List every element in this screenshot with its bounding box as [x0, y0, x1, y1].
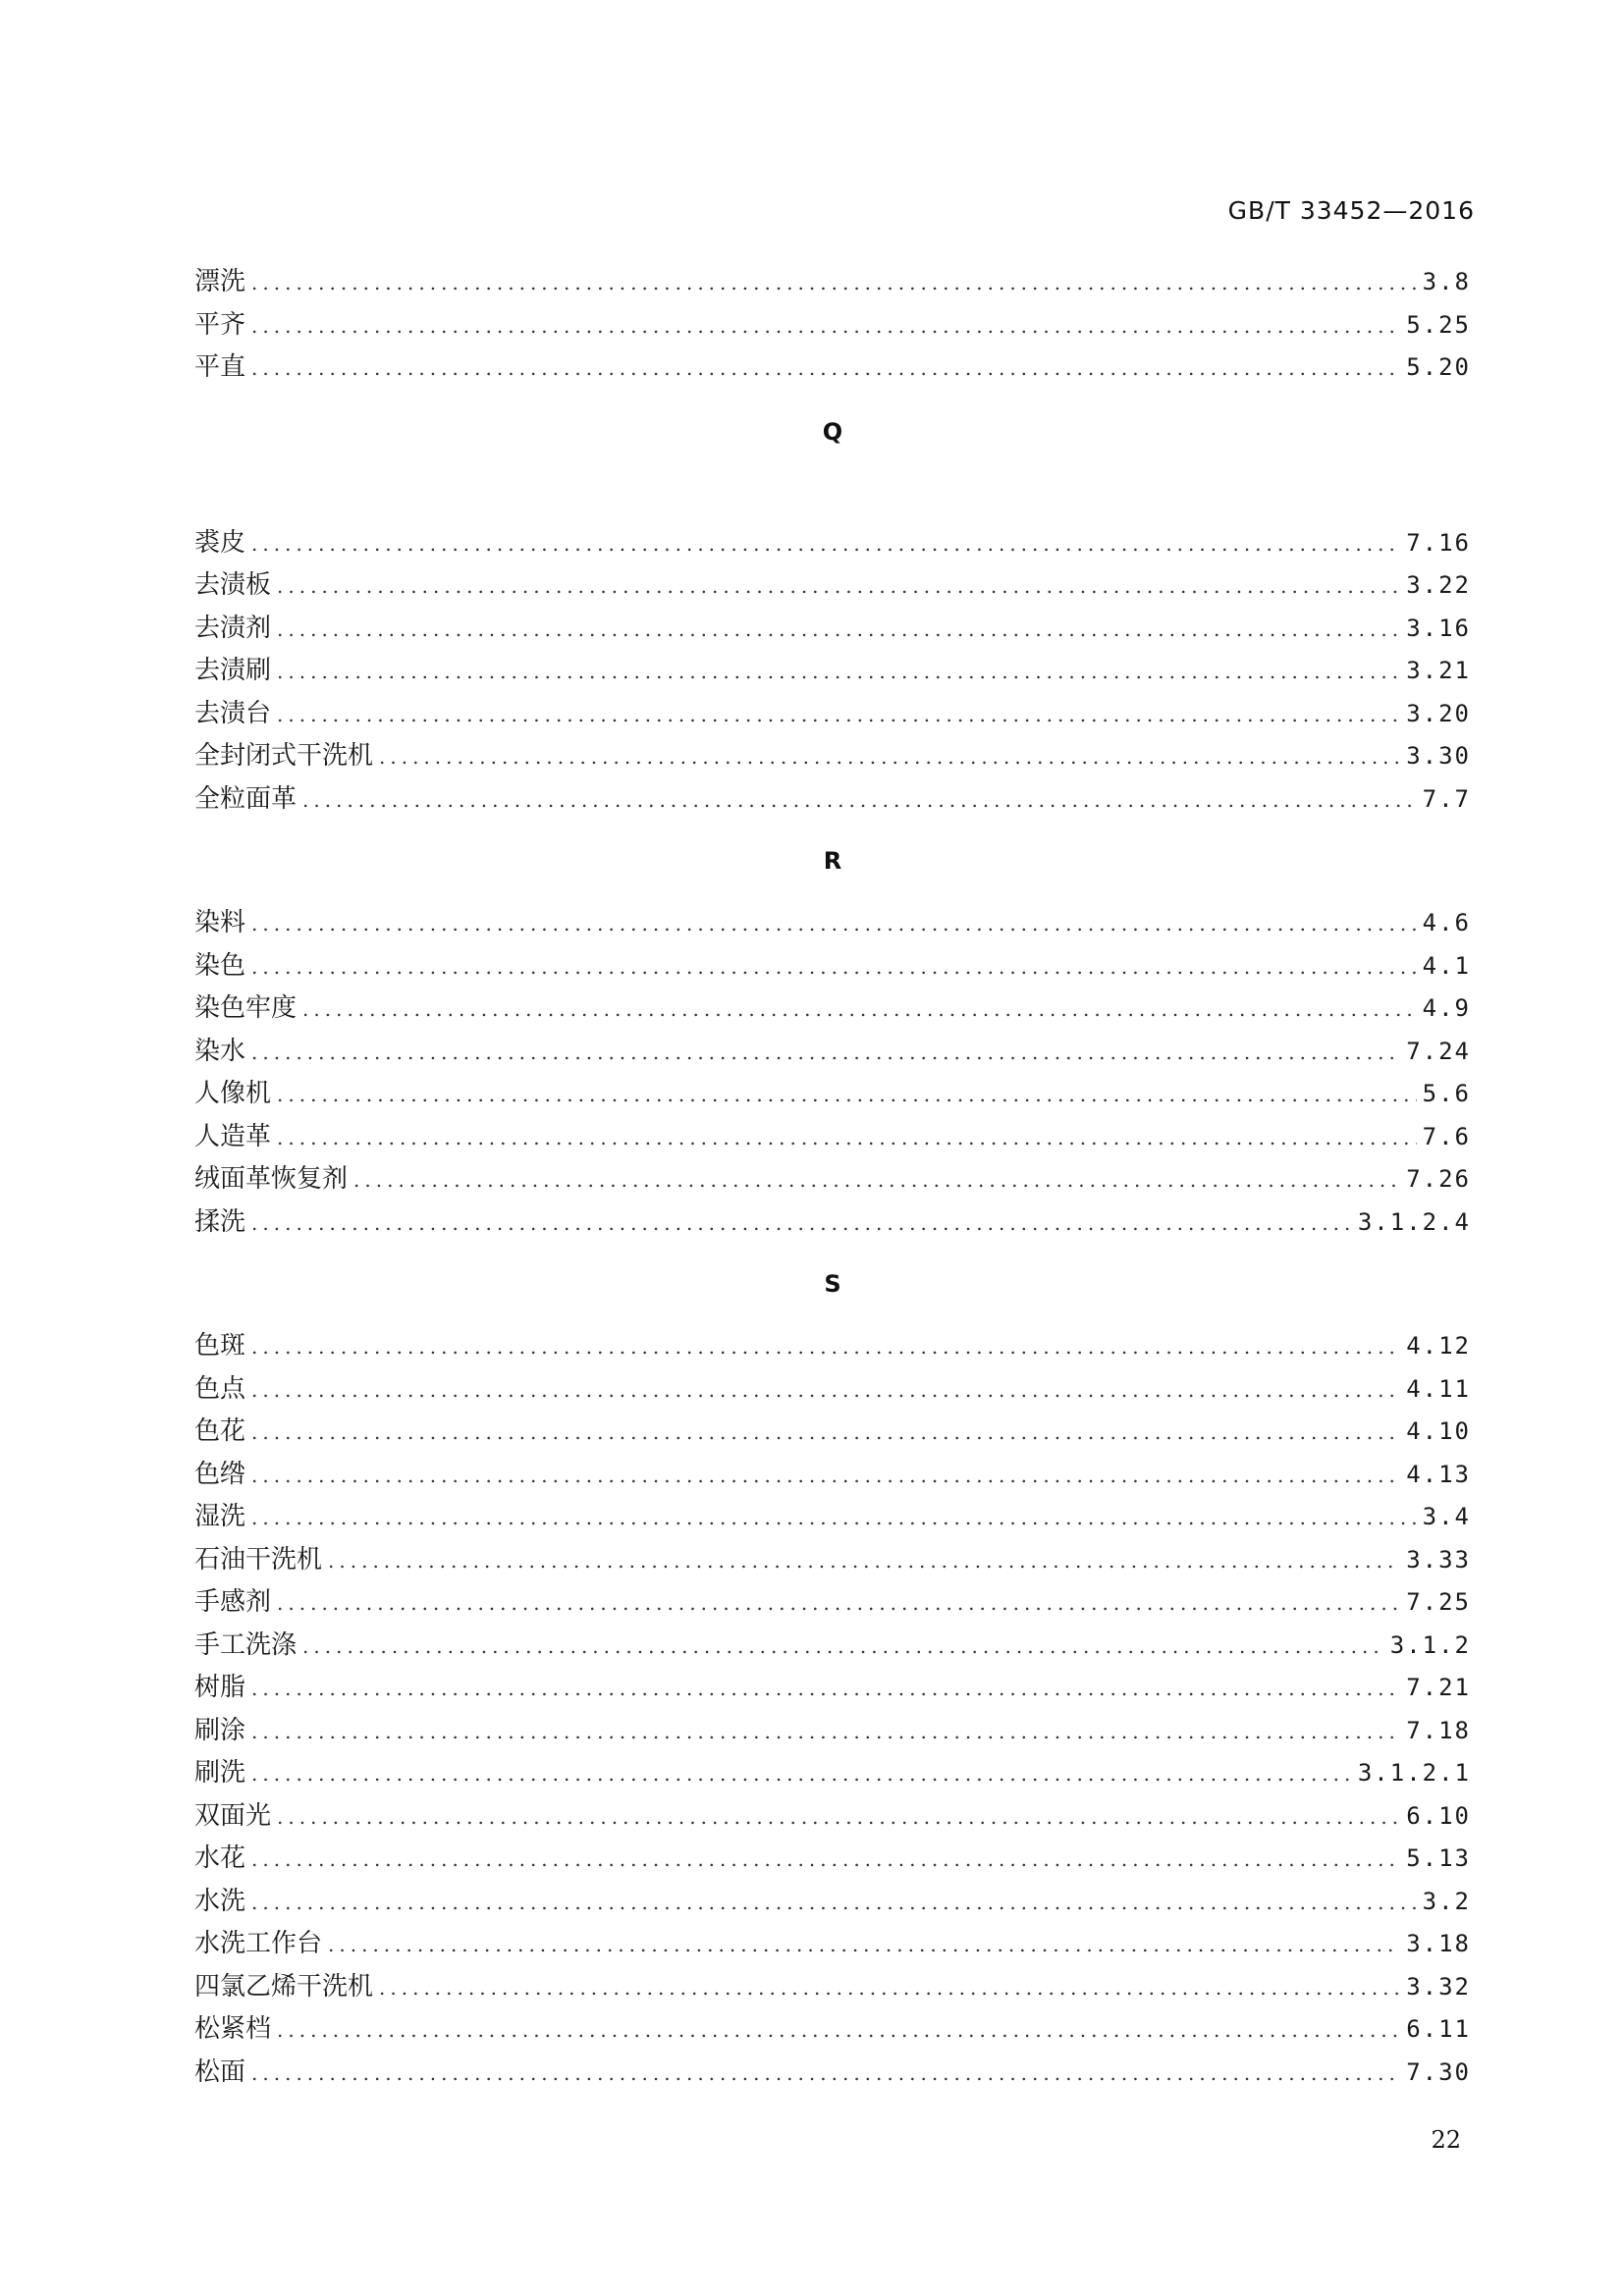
dot-leader: [251, 1202, 1352, 1246]
index-entry: [194, 1625, 1471, 1668]
index-entry: [194, 1923, 1471, 1966]
index-entry: [194, 988, 1471, 1031]
dot-leader: [251, 1369, 1400, 1413]
dot-leader: [251, 1032, 1400, 1075]
index-entry: [194, 1116, 1471, 1159]
index-ref: 3.4: [1422, 1503, 1471, 1530]
dot-leader: [251, 1882, 1417, 1925]
index-entry: [194, 1667, 1471, 1710]
index-ref: 4.6: [1422, 909, 1471, 936]
index-term: 平齐: [194, 309, 246, 340]
dot-leader: [251, 1455, 1400, 1498]
index-term: 平直: [194, 352, 246, 382]
index-entry: [194, 1539, 1471, 1582]
index-term: 染色牢度: [194, 993, 298, 1023]
dot-leader: [251, 1497, 1417, 1540]
index-term: 松紧档: [194, 2014, 272, 2044]
index-term: 石油干洗机: [194, 1544, 323, 1575]
index-term: 揉洗: [194, 1206, 246, 1237]
index-ref: 4.11: [1406, 1374, 1471, 1403]
index-entry: [194, 1073, 1471, 1116]
index-entry: [194, 522, 1471, 565]
index-term: 水花: [194, 1843, 246, 1873]
index-ref: 4.13: [1406, 1460, 1471, 1488]
index-term: 全封闭式干洗机: [194, 741, 374, 771]
index-entry: [194, 1454, 1471, 1497]
dot-leader: [302, 779, 1417, 823]
dot-leader: [277, 1117, 1417, 1160]
dot-leader: [251, 1753, 1352, 1796]
index-ref: 7.7: [1422, 784, 1471, 813]
index-entry: [194, 778, 1471, 822]
index-ref: 5.6: [1422, 1080, 1471, 1107]
index-term: 手感剂: [194, 1587, 272, 1617]
index-ref: 3.30: [1406, 742, 1471, 770]
index-ref: 3.20: [1406, 699, 1471, 727]
index-term: 去渍板: [194, 570, 272, 600]
index-entry: [194, 735, 1471, 778]
index-term: 染水: [194, 1036, 246, 1066]
index-ref: 3.33: [1406, 1545, 1471, 1574]
index-ref: 7.24: [1406, 1037, 1471, 1065]
index-ref: 4.1: [1422, 951, 1471, 980]
section-letter-s: S: [824, 1270, 841, 1298]
dot-leader: [251, 1668, 1400, 1711]
index-ref: 7.6: [1422, 1122, 1471, 1150]
index-term: 裘皮: [194, 527, 246, 558]
dot-leader: [251, 1711, 1400, 1754]
index-entry: [194, 1031, 1471, 1074]
index-ref: 3.8: [1422, 268, 1471, 295]
dot-leader: [277, 565, 1400, 609]
index-ref: 5.25: [1406, 310, 1471, 339]
index-term: 树脂: [194, 1673, 246, 1702]
index-entry: [194, 650, 1471, 693]
index-term: 松面: [194, 2056, 246, 2087]
index-term: 色点: [194, 1373, 246, 1404]
index-entry: [194, 1838, 1471, 1881]
index-entry: [194, 1966, 1471, 2009]
index-ref: 6.10: [1406, 1801, 1471, 1830]
index-entry: [194, 1752, 1471, 1795]
dot-leader: [251, 1839, 1400, 1882]
dot-leader: [251, 1412, 1400, 1455]
dot-leader: [277, 1582, 1400, 1626]
index-entry: [194, 1368, 1471, 1412]
index-ref: 3.1.2.4: [1357, 1207, 1471, 1236]
index-entry: [194, 608, 1471, 651]
index-ref: 7.25: [1406, 1588, 1471, 1616]
index-term: 水洗工作台: [194, 1929, 323, 1958]
index-entry: [194, 347, 1471, 390]
dot-leader: [277, 651, 1400, 694]
index-entry: [194, 693, 1471, 736]
index-ref: 3.21: [1406, 657, 1471, 684]
index-entry: [194, 2052, 1471, 2095]
dot-leader: [328, 1540, 1400, 1583]
index-entry: [194, 902, 1471, 945]
index-entry: [194, 1411, 1471, 1454]
index-entry: [194, 1881, 1471, 1924]
index-entry: [194, 1795, 1471, 1839]
index-ref: 4.9: [1422, 994, 1471, 1022]
index-entry: [194, 1710, 1471, 1753]
index-term: 漂洗: [194, 267, 246, 296]
index-entry: [194, 261, 1471, 304]
index-term: 人像机: [194, 1079, 272, 1108]
index-term: 手工洗涤: [194, 1629, 298, 1660]
index-term: 染料: [194, 908, 246, 937]
index-ref: 7.18: [1406, 1716, 1471, 1744]
standard-code: GB/T 33452—2016: [1227, 196, 1475, 225]
index-ref: 3.1.2: [1389, 1630, 1471, 1659]
section-letter-r: R: [823, 847, 842, 875]
dot-leader: [277, 1796, 1400, 1840]
dot-leader: [251, 2053, 1400, 2096]
index-entry: [194, 2008, 1471, 2052]
dot-leader: [277, 2009, 1400, 2053]
index-term: 四氯乙烯干洗机: [194, 1971, 374, 2002]
index-term: 双面光: [194, 1800, 272, 1831]
index-ref: 4.12: [1406, 1332, 1471, 1360]
index-term: 绒面革恢复剂: [194, 1164, 349, 1194]
index-term: 全粒面革: [194, 783, 298, 814]
index-entry: [194, 1325, 1471, 1368]
index-ref: 3.1.2.1: [1357, 1759, 1471, 1787]
index-term: 色花: [194, 1416, 246, 1446]
dot-leader: [251, 903, 1417, 946]
dot-leader: [251, 347, 1400, 391]
dot-leader: [277, 609, 1400, 652]
index-ref: 7.21: [1406, 1674, 1471, 1701]
dot-leader: [251, 262, 1417, 305]
index-entry: [194, 1201, 1471, 1245]
index-term: 去渍台: [194, 698, 272, 728]
dot-leader: [353, 1159, 1400, 1202]
index-ref: 7.30: [1406, 2057, 1471, 2086]
dot-leader: [277, 1074, 1417, 1117]
dot-leader: [251, 305, 1400, 348]
dot-leader: [251, 523, 1400, 566]
index-term: 染色: [194, 950, 246, 981]
index-ref: 6.11: [1406, 2015, 1471, 2043]
index-term: 色绺: [194, 1459, 246, 1489]
index-ref: 3.22: [1406, 571, 1471, 599]
index-term: 去渍刷: [194, 656, 272, 685]
index-term: 色斑: [194, 1331, 246, 1361]
dot-leader: [379, 736, 1400, 779]
dot-leader: [328, 1924, 1400, 1967]
index-term: 湿洗: [194, 1502, 246, 1531]
index-term: 水洗: [194, 1886, 246, 1916]
index-ref: 7.16: [1406, 528, 1471, 557]
index-ref: 5.13: [1406, 1844, 1471, 1872]
index-ref: 3.16: [1406, 614, 1471, 642]
dot-leader: [277, 694, 1400, 737]
section-letter-q: Q: [822, 417, 843, 446]
index-entry: [194, 564, 1471, 608]
index-term: 人造革: [194, 1121, 272, 1151]
dot-leader: [302, 988, 1417, 1032]
index-entry: [194, 1158, 1471, 1201]
index-ref: 7.26: [1406, 1165, 1471, 1193]
index-ref: 3.2: [1422, 1887, 1471, 1915]
index-term: 刷涂: [194, 1715, 246, 1745]
page-number: 22: [1431, 2126, 1461, 2154]
dot-leader: [251, 1326, 1400, 1369]
index-body: [194, 261, 1471, 2094]
dot-leader: [251, 946, 1417, 989]
dot-leader: [379, 1967, 1400, 2010]
index-entry: [194, 945, 1471, 988]
index-ref: 4.10: [1406, 1417, 1471, 1445]
index-entry: [194, 1496, 1471, 1539]
index-term: 去渍剂: [194, 613, 272, 643]
index-ref: 3.32: [1406, 1972, 1471, 2001]
index-ref: 5.20: [1406, 353, 1471, 381]
index-ref: 3.18: [1406, 1930, 1471, 1957]
index-entry: [194, 304, 1471, 347]
index-entry: [194, 1581, 1471, 1625]
dot-leader: [302, 1626, 1384, 1669]
index-term: 刷洗: [194, 1758, 246, 1788]
